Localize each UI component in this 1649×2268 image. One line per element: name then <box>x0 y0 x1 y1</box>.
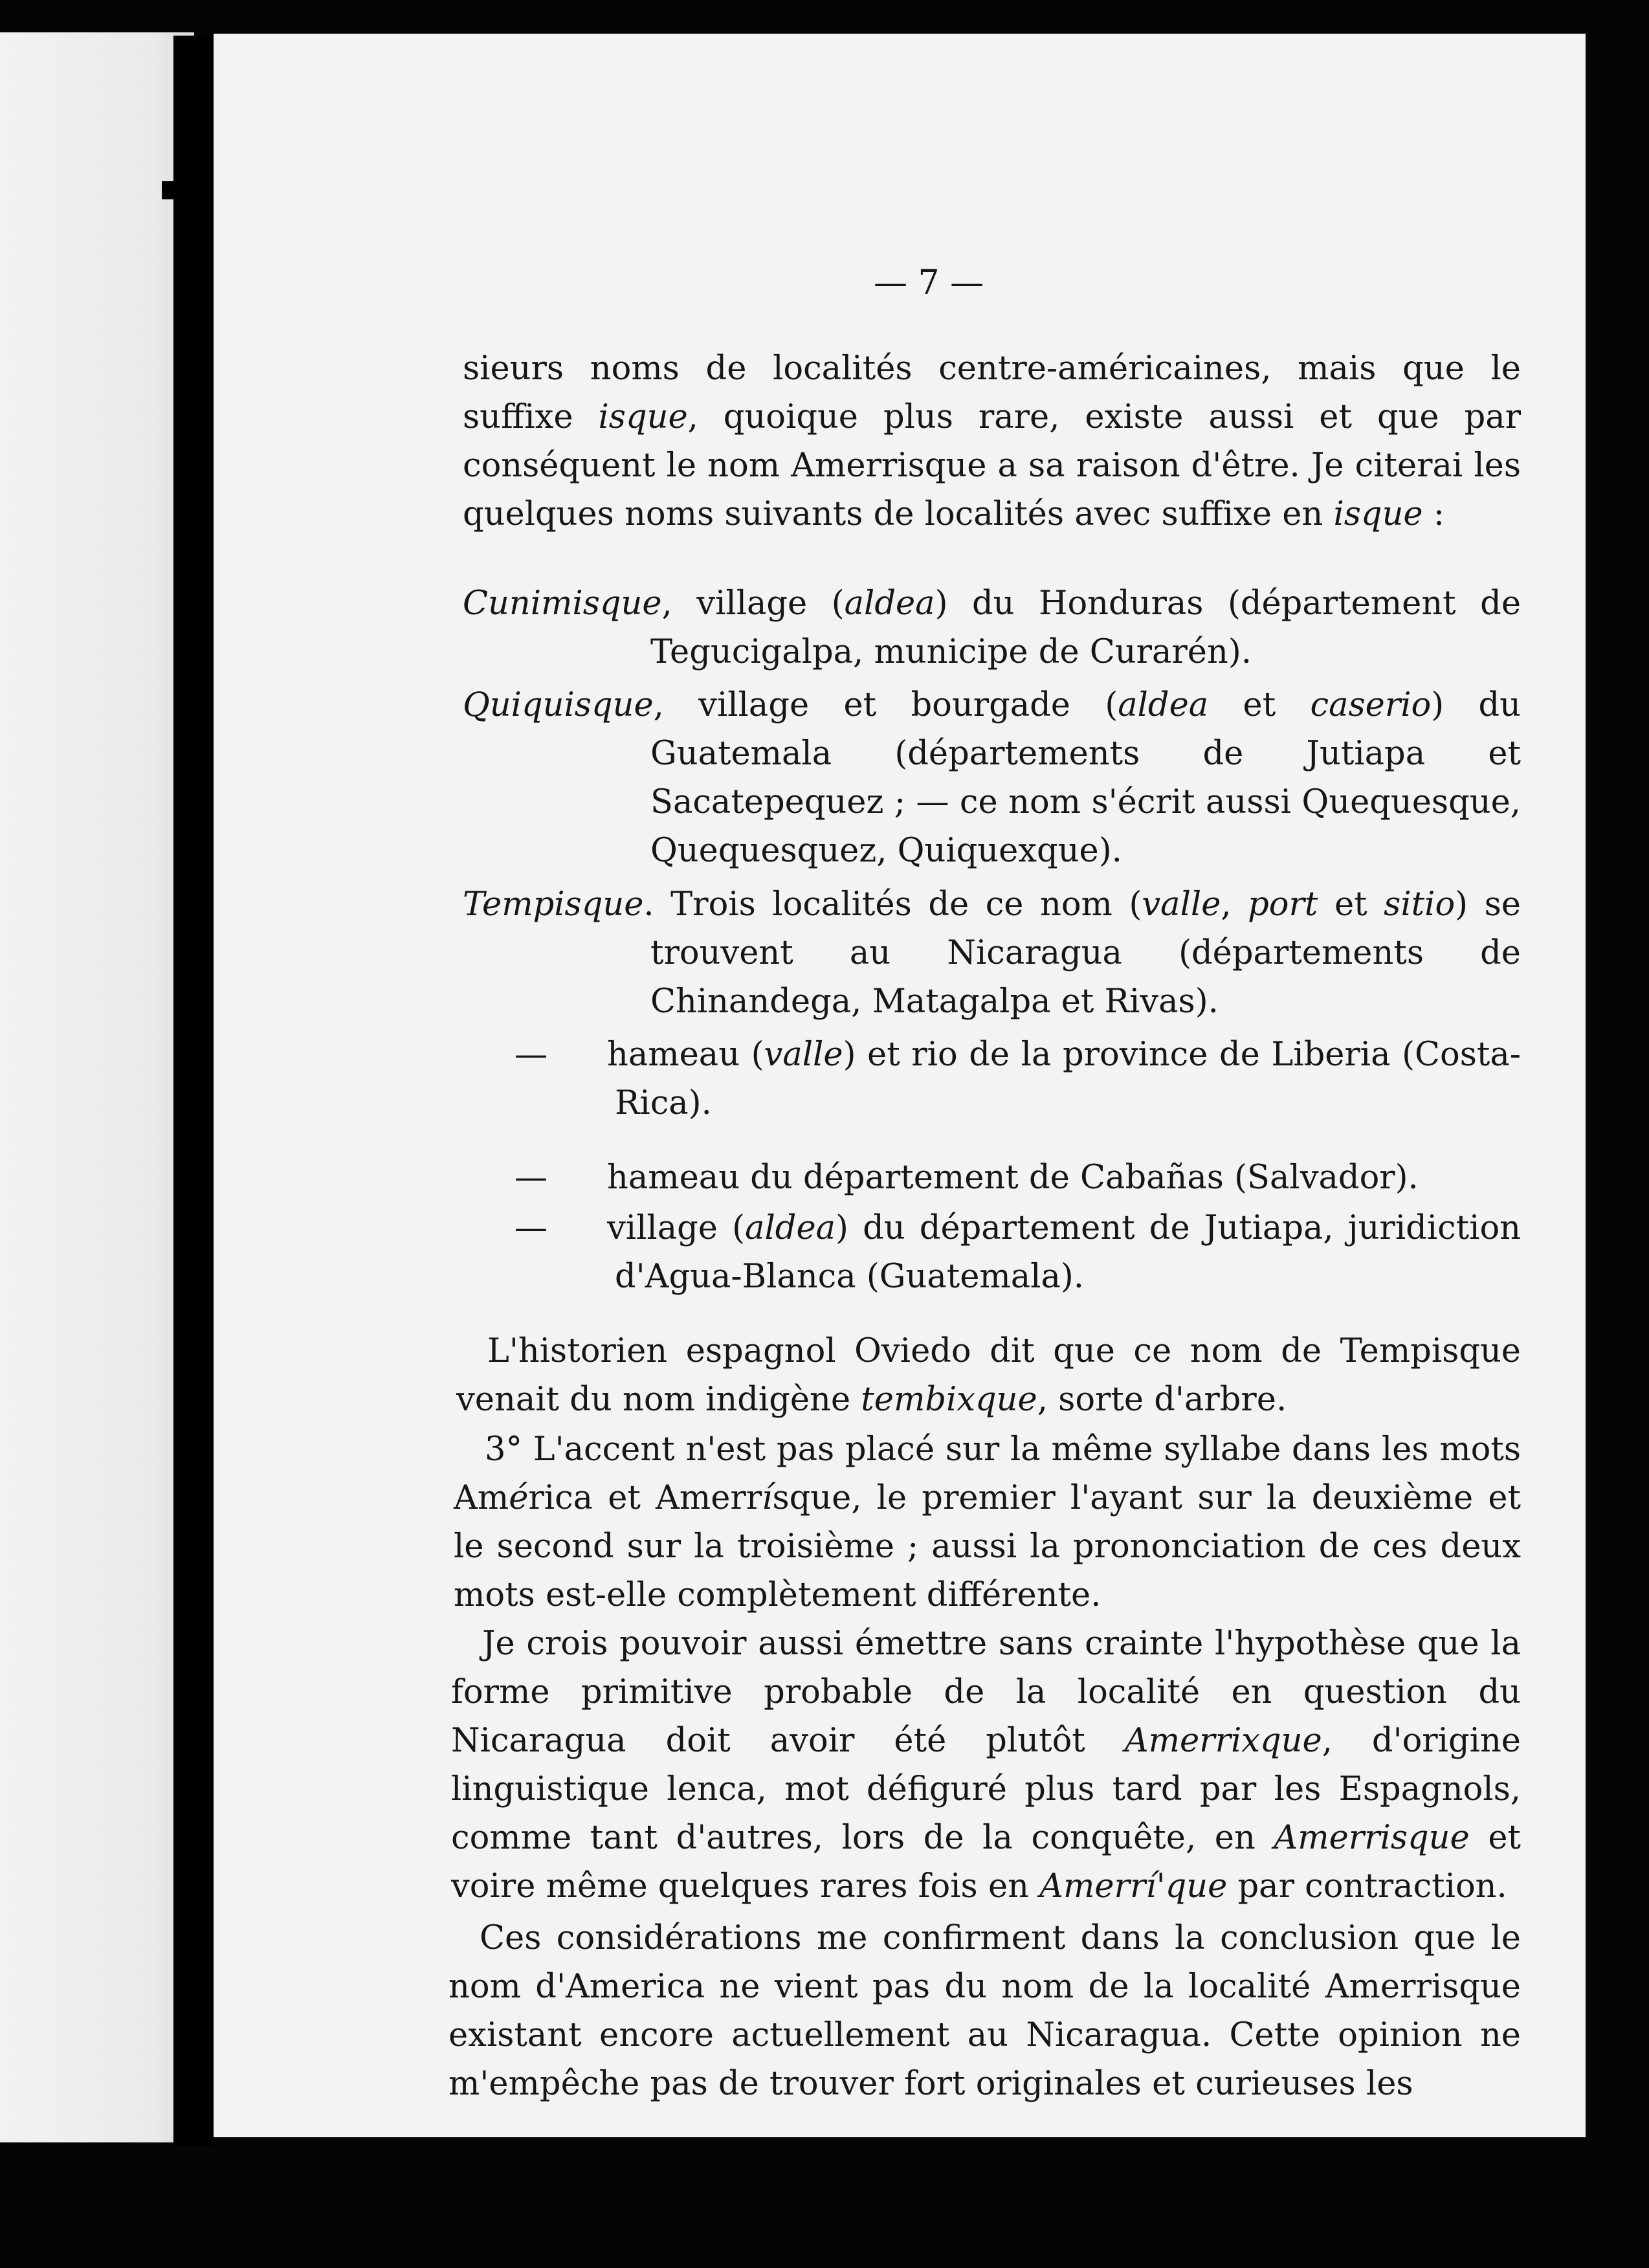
paragraph-5 <box>448 1914 1521 2108</box>
italic-run: Amerrí'que <box>1039 1867 1228 1906</box>
italic-run: aldea <box>1118 686 1209 724</box>
text-run: et <box>1208 686 1311 724</box>
text-run: et <box>1318 885 1384 924</box>
entry-headword: Quiquisque <box>463 686 654 724</box>
dash-marker: — <box>515 1159 548 1197</box>
text-run: Je crois pouvoir aussi émettre sans crainte l'hypothèse que la forme primitive probable de la localité en question du Nicaragua doit avoir été plutôt <box>451 1625 1521 1760</box>
text-run: , sorte d'arbre. <box>1037 1381 1287 1419</box>
dash-marker: — <box>515 1209 548 1247</box>
italic-run: í <box>762 1479 773 1517</box>
scanned-page <box>214 34 1586 2137</box>
entry-tempisque <box>463 880 1521 1026</box>
italic-run: sitio <box>1384 885 1455 924</box>
italic-run: Amerrixque <box>1124 1722 1322 1760</box>
text-run: ) du Honduras (département de Tegucigalpa, municipe de Curarén). <box>650 584 1521 671</box>
text-run: rica et Amerr <box>528 1479 762 1517</box>
text-run: ) et rio de la province de Liberia (Costa-Rica). <box>615 1036 1522 1122</box>
paragraph-3 <box>454 1425 1521 1619</box>
book-spine <box>173 36 214 2146</box>
text-run: et voire même quelques rares fois en <box>451 1819 1521 1906</box>
entry-headword: Tempisque <box>463 885 644 924</box>
italic-run: aldea <box>844 584 935 623</box>
subentry <box>463 1030 1521 1128</box>
text-run: L'historien espagnol Oviedo dit que ce nom de Tempisque venait du nom indigène <box>456 1332 1521 1419</box>
text-run: ) se trouvent au Nicaragua (départements de Chinandega, Matagalpa et Rivas). <box>650 885 1521 1021</box>
text-run: sque, le premier l'ayant sur la deuxième et le second sur la troisième ; aussi la prononciation de ces deux mots est-elle complètement différente. <box>454 1479 1522 1614</box>
entry-headword: Cunimisque <box>463 584 662 623</box>
italic-run: aldea <box>745 1209 836 1247</box>
left-page-edge <box>0 32 194 2142</box>
paragraph-4 <box>451 1619 1521 1911</box>
italic-run: port <box>1248 885 1318 924</box>
text-run: sieurs noms de localités centre-américaines, mais que le suffixe <box>463 350 1521 436</box>
italic-run: isque <box>598 398 688 436</box>
text-run: , village et bourgade ( <box>653 686 1118 724</box>
italic-run: caserio <box>1310 686 1432 724</box>
italic-run: isque <box>1333 495 1423 533</box>
text-run: ) du Guatemala (départements de Jutiapa et Sacatepequez ; — ce nom s'écrit aussi Quequesque, Quequesquez, Quiquexque). <box>650 686 1521 870</box>
text-run: 3° L'accent n'est pas placé sur la même syllabe dans les mots Am <box>454 1430 1521 1517</box>
italic-run: tembixque <box>861 1381 1037 1419</box>
text-run: village ( <box>607 1209 746 1247</box>
entry-cunimisque <box>463 579 1521 676</box>
dash-marker: — <box>515 1036 548 1074</box>
paragraph-5-text: Ces considérations me confirment dans la conclusion que le nom d'America ne vient pas du nom de la localité Amerrisque existant encore actuellement au Nicaragua. Cette opinion ne m'empêche pas de trouver fort originales et curieuses les <box>448 1919 1521 2103</box>
text-run: hameau du département de Cabañas (Salvador). <box>607 1159 1419 1197</box>
text-run: par contraction. <box>1227 1867 1507 1906</box>
text-run: , d'origine linguistique lenca, mot défiguré plus tard par les Espagnols, comme tant d'autres, lors de la conquête, en <box>451 1722 1521 1857</box>
italic-run: valle <box>1142 885 1221 924</box>
paragraph-1 <box>463 344 1521 539</box>
text-run: : <box>1422 495 1445 533</box>
text-run: . Trois localités de ce nom ( <box>643 885 1142 924</box>
subentry <box>463 1204 1521 1301</box>
text-run: , village ( <box>661 584 845 623</box>
italic-run: é <box>509 1479 529 1517</box>
text-run: ) du département de Jutiapa, juridiction d'Agua-Blanca (Guatemala). <box>615 1209 1522 1296</box>
entry-quiquisque <box>463 681 1521 875</box>
text-run: hameau ( <box>607 1036 764 1074</box>
italic-run: valle <box>764 1036 843 1074</box>
text-run: , quoique plus rare, existe aussi et que par conséquent le nom Amerrisque a sa raison d'être. Je citerai les quelques noms suivants de localités avec suffixe en <box>463 398 1522 533</box>
subentry <box>463 1153 1521 1202</box>
italic-run: Amerrisque <box>1274 1819 1470 1857</box>
page-number: — 7 — <box>874 263 984 302</box>
paragraph-2 <box>456 1327 1521 1424</box>
text-run: , <box>1221 885 1248 924</box>
